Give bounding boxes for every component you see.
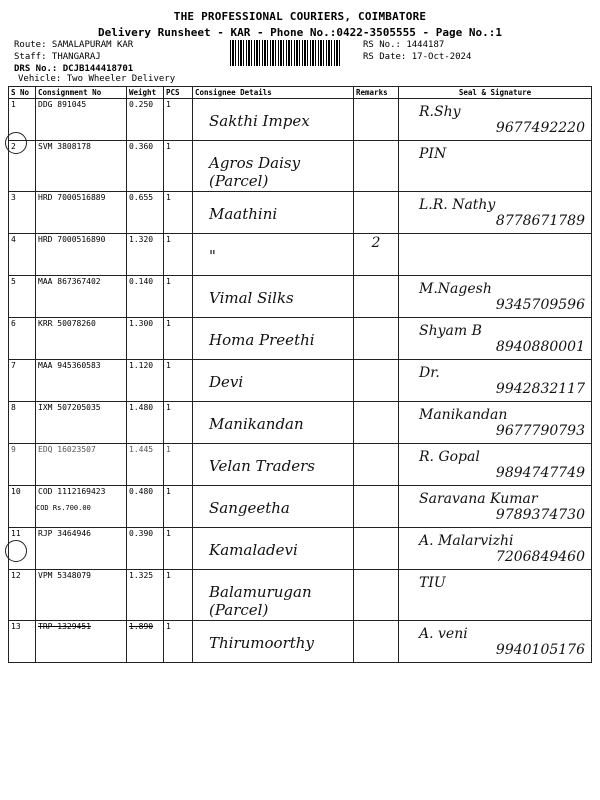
row-weight: 1.890 [127, 621, 164, 663]
table-row [9, 234, 592, 276]
signature-handwriting: L.R. Nathy [419, 197, 496, 213]
row-consignee [193, 234, 354, 276]
row-remarks [354, 318, 399, 360]
signature-handwriting [401, 235, 589, 239]
row-consignment [36, 444, 127, 486]
row-remarks [354, 192, 399, 234]
row-consignment [36, 141, 127, 192]
consignee-handwriting: Homa Preethi [209, 331, 315, 349]
row-consignment [36, 99, 127, 141]
row-seal-signature [399, 234, 592, 276]
signature-handwriting: Shyam B [419, 323, 482, 339]
delivery-table [8, 86, 592, 663]
row-sno: 4 [9, 234, 36, 276]
row-pcs: 1 [164, 141, 193, 192]
consignee-handwriting: Agros Daisy (Parcel) [209, 154, 301, 190]
row-sno: 8 [9, 402, 36, 444]
cod-amount: COD Rs.700.00 [36, 504, 91, 512]
row-consignment [36, 192, 127, 234]
row-pcs: 1 [164, 276, 193, 318]
row-consignee [193, 402, 354, 444]
consignment-number: SVM 3808178 [38, 142, 91, 151]
row-remarks [354, 402, 399, 444]
row-consignee [193, 141, 354, 192]
table-row [9, 276, 592, 318]
row-sno: 2 [9, 141, 36, 192]
row-consignee [193, 360, 354, 402]
row-weight: 1.120 [127, 360, 164, 402]
row-consignee [193, 192, 354, 234]
row-remarks [354, 444, 399, 486]
row-consignee [193, 318, 354, 360]
table-row [9, 402, 592, 444]
row-remarks [354, 570, 399, 621]
row-seal-signature [399, 276, 592, 318]
table-row [9, 99, 592, 141]
consignee-handwriting: Vimal Silks [209, 289, 294, 307]
row-seal-signature [399, 621, 592, 663]
consignment-number: EDQ 16023507 [38, 445, 96, 454]
row-remarks [354, 360, 399, 402]
staff-label: Staff: THANGARAJ [14, 52, 101, 62]
phone-handwriting: 9677492220 [495, 120, 585, 136]
row-weight: 1.480 [127, 402, 164, 444]
rs-date: RS Date: 17-Oct-2024 [363, 52, 472, 62]
signature-handwriting: TIU [419, 575, 446, 591]
row-consignment [36, 570, 127, 621]
signature-handwriting: R. Gopal [419, 449, 480, 465]
consignee-handwriting: Manikandan [209, 415, 304, 433]
signature-handwriting: PIN [419, 146, 447, 162]
row-weight: 0.480 [127, 486, 164, 528]
row-pcs: 1 [164, 528, 193, 570]
consignment-number: DDG 891045 [38, 100, 87, 109]
col-remarks: Remarks [354, 87, 399, 99]
phone-handwriting: 9677790793 [495, 423, 585, 439]
row-weight: 1.320 [127, 234, 164, 276]
row-seal-signature [399, 99, 592, 141]
consignment-number: IXM 507205035 [38, 403, 101, 412]
runsheet-subtitle: Delivery Runsheet - KAR - Phone No.:0422-3505555 - Page No.:1 [98, 26, 502, 39]
row-seal-signature [399, 360, 592, 402]
drs-label: DRS No.: DCJB144418701 [14, 64, 134, 74]
row-consignee [193, 99, 354, 141]
row-seal-signature [399, 444, 592, 486]
table-header-row [9, 87, 592, 99]
row-seal-signature [399, 192, 592, 234]
col-consignee: Consignee Details [193, 87, 354, 99]
consignment-number: TRP 1329451 [38, 622, 91, 631]
signature-handwriting: Dr. [419, 365, 440, 381]
row-sno: 12 [9, 570, 36, 621]
row-remarks [354, 141, 399, 192]
rs-number: RS No.: 1444187 [363, 40, 445, 50]
route-label: Route: SAMALAPURAM KAR [14, 40, 134, 50]
signature-handwriting: A. Malarvizhi [419, 533, 514, 549]
row-seal-signature [399, 141, 592, 192]
row-consignment [36, 621, 127, 663]
signature-handwriting: R.Shy [419, 104, 461, 120]
consignee-handwriting: Maathini [209, 205, 278, 223]
row-remarks [354, 621, 399, 663]
row-2-circle-mark [5, 132, 27, 154]
row-remarks [354, 276, 399, 318]
row-weight: 0.390 [127, 528, 164, 570]
table-row [9, 444, 592, 486]
row-remarks [354, 99, 399, 141]
row-sno: 7 [9, 360, 36, 402]
company-title: THE PROFESSIONAL COURIERS, COIMBATORE [173, 10, 427, 23]
row-consignment [36, 402, 127, 444]
phone-handwriting: 9942832117 [495, 381, 585, 397]
row-consignment [36, 276, 127, 318]
signature-handwriting: Saravana Kumar [419, 491, 538, 507]
row-weight: 1.300 [127, 318, 164, 360]
consignee-handwriting: Kamaladevi [209, 541, 298, 559]
row-sno: 3 [9, 192, 36, 234]
row-sno: 1 [9, 99, 36, 141]
phone-handwriting: 9894747749 [495, 465, 585, 481]
table-row [9, 570, 592, 621]
consignment-number: RJP 3464946 [38, 529, 91, 538]
consignee-handwriting: Balamurugan (Parcel) [209, 583, 312, 619]
phone-handwriting: 8940880001 [495, 339, 585, 355]
row-consignment [36, 234, 127, 276]
row-sno: 10 [9, 486, 36, 528]
table-row [9, 360, 592, 402]
signature-handwriting: Manikandan [419, 407, 508, 423]
row-pcs: 1 [164, 234, 193, 276]
col-sno: S No [9, 87, 36, 99]
consignee-handwriting: " [209, 247, 216, 265]
row-weight: 0.250 [127, 99, 164, 141]
row-consignee [193, 444, 354, 486]
consignee-handwriting: Velan Traders [209, 457, 315, 475]
consignee-handwriting: Thirumoorthy [209, 634, 314, 652]
signature-handwriting: M.Nagesh [419, 281, 492, 297]
row-consignee [193, 486, 354, 528]
consignment-number: COD 1112169423 [38, 487, 106, 496]
consignment-number: MAA 945360583 [38, 361, 101, 370]
row-pcs: 1 [164, 318, 193, 360]
row-consignment [36, 528, 127, 570]
signature-handwriting: A. veni [419, 626, 468, 642]
phone-handwriting: 8778671789 [495, 213, 585, 229]
row-seal-signature [399, 318, 592, 360]
consignee-handwriting: Sangeetha [209, 499, 290, 517]
table-row [9, 486, 592, 528]
consignee-handwriting: Sakthi Impex [209, 112, 310, 130]
table-row [9, 318, 592, 360]
row-pcs: 1 [164, 360, 193, 402]
table-row [9, 528, 592, 570]
row-sno: 5 [9, 276, 36, 318]
row-pcs: 1 [164, 402, 193, 444]
barcode-image [230, 40, 342, 66]
row-sno: 13 [9, 621, 36, 663]
row-pcs: 1 [164, 486, 193, 528]
row-pcs: 1 [164, 621, 193, 663]
table-row [9, 192, 592, 234]
consignment-number: MAA 867367402 [38, 277, 101, 286]
row-weight: 0.140 [127, 276, 164, 318]
row-remarks [354, 486, 399, 528]
row-consignment [36, 318, 127, 360]
row-consignment [36, 486, 127, 528]
phone-handwriting: 9789374730 [495, 507, 585, 523]
row-weight: 1.445 [127, 444, 164, 486]
col-pcs: PCS [164, 87, 193, 99]
row-consignee [193, 276, 354, 318]
phone-handwriting: 9345709596 [495, 297, 585, 313]
consignment-number: KRR 50078260 [38, 319, 96, 328]
phone-handwriting: 9940105176 [495, 642, 585, 658]
row-consignee [193, 621, 354, 663]
row-seal-signature [399, 570, 592, 621]
row-pcs: 1 [164, 444, 193, 486]
row-pcs: 1 [164, 192, 193, 234]
row-sno: 6 [9, 318, 36, 360]
row-12-circle-mark [5, 540, 27, 562]
row-seal-signature [399, 486, 592, 528]
consignment-number: VPM 5348079 [38, 571, 91, 580]
row-weight: 0.360 [127, 141, 164, 192]
table-row [9, 621, 592, 663]
row-consignee [193, 570, 354, 621]
row-remarks [354, 528, 399, 570]
col-seal: Seal & Signature [399, 87, 592, 99]
row-pcs: 1 [164, 570, 193, 621]
vehicle-label: Vehicle: Two Wheeler Delivery [18, 74, 176, 84]
row-seal-signature [399, 402, 592, 444]
row-consignee [193, 528, 354, 570]
remark-handwriting: 2 [371, 235, 381, 251]
row-weight: 0.655 [127, 192, 164, 234]
col-weight: Weight [127, 87, 164, 99]
row-seal-signature [399, 528, 592, 570]
row-remarks [354, 234, 399, 276]
phone-handwriting: 7206849460 [495, 549, 585, 565]
row-pcs: 1 [164, 99, 193, 141]
row-consignment [36, 360, 127, 402]
consignment-number: HRD 7000516889 [38, 193, 106, 202]
row-sno: 11 [9, 528, 36, 570]
table-row [9, 141, 592, 192]
consignee-handwriting: Devi [209, 373, 244, 391]
col-consignment: Consignment No [36, 87, 127, 99]
row-weight: 1.325 [127, 570, 164, 621]
consignment-number: HRD 7000516890 [38, 235, 106, 244]
row-sno: 9 [9, 444, 36, 486]
